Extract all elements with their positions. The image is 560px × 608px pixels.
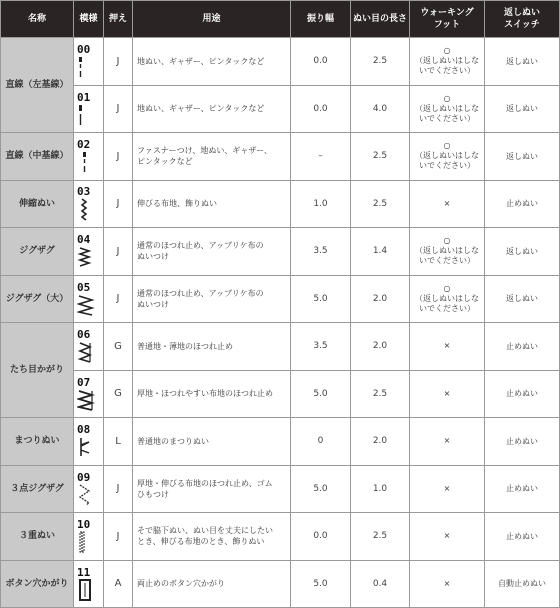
- triple-stretch-stitch-icon: [77, 531, 95, 553]
- use-cell: そで脇下ぬい、ぬい目を丈夫にしたい とき、伸びる布地のとき、飾りぬい: [133, 513, 291, 561]
- table-row: [1, 275, 560, 323]
- foot-cell: J: [104, 180, 133, 228]
- overcast-stitch-icon: [77, 341, 95, 363]
- header-use: 用途: [133, 1, 291, 38]
- header-length: ぬい目の長さ: [351, 1, 410, 38]
- reverse-cell: 返しぬい: [485, 38, 560, 86]
- width-cell: –: [291, 133, 351, 181]
- use-cell: 通常のほつれ止め、アップリケ布の ぬいつけ: [133, 228, 291, 276]
- table-row: [1, 465, 560, 513]
- foot-cell: J: [104, 275, 133, 323]
- pattern-cell: [74, 418, 104, 466]
- pattern-cell: [74, 85, 104, 133]
- reverse-cell: 止めぬい: [485, 180, 560, 228]
- pattern-code: 10: [77, 518, 91, 532]
- walking-foot-cell: ○ （返しぬいはしな いでください）: [410, 228, 485, 276]
- pattern-cell: [74, 465, 104, 513]
- group-name: 直線（中基線）: [1, 133, 74, 181]
- pattern-cell: [74, 275, 104, 323]
- header-name: 名称: [1, 1, 74, 38]
- reverse-cell: 自動止めぬい: [485, 560, 560, 608]
- header-width: 振り幅: [291, 1, 351, 38]
- pattern-cell: [74, 180, 104, 228]
- foot-cell: J: [104, 133, 133, 181]
- length-cell: 2.0: [351, 418, 410, 466]
- header-row: [1, 1, 560, 38]
- width-cell: 0.0: [291, 513, 351, 561]
- pattern-code: 03: [77, 184, 91, 198]
- length-cell: 1.0: [351, 465, 410, 513]
- use-cell: 厚地・伸びる布地のほつれ止め、ゴム ひもつけ: [133, 465, 291, 513]
- table-row: [1, 133, 560, 181]
- foot-cell: G: [104, 323, 133, 371]
- use-cell: 厚地・ほつれやすい布地のほつれ止め: [133, 370, 291, 418]
- reverse-cell: 返しぬい: [485, 133, 560, 181]
- length-cell: 2.0: [351, 323, 410, 371]
- use-cell: 普通地のまつりぬい: [133, 418, 291, 466]
- length-cell: 2.5: [351, 133, 410, 181]
- pattern-code: 08: [77, 423, 91, 437]
- pattern-cell: [74, 513, 104, 561]
- use-cell: 普通地・薄地のほつれ止め: [133, 323, 291, 371]
- group-name: 直線（左基線）: [1, 38, 74, 133]
- table-row: [1, 560, 560, 608]
- reverse-cell: 止めぬい: [485, 513, 560, 561]
- pattern-code: 01: [77, 90, 91, 104]
- foot-cell: G: [104, 370, 133, 418]
- pattern-cell: [74, 38, 104, 86]
- reverse-cell: 止めぬい: [485, 323, 560, 371]
- use-cell: 両止めのボタン穴かがり: [133, 560, 291, 608]
- width-cell: 0: [291, 418, 351, 466]
- use-cell: 通常のほつれ止め、アップリケ布の ぬいつけ: [133, 275, 291, 323]
- pattern-cell: [74, 323, 104, 371]
- use-cell: 地ぬい、ギャザー、ピンタックなど: [133, 38, 291, 86]
- header-walking-foot: ウォーキング フット: [410, 1, 485, 38]
- table-row: [1, 323, 560, 371]
- width-cell: 0.0: [291, 38, 351, 86]
- table-row: [1, 418, 560, 466]
- walking-foot-cell: ×: [410, 465, 485, 513]
- reverse-cell: 止めぬい: [485, 370, 560, 418]
- pattern-code: 05: [77, 280, 91, 294]
- header-reverse-switch: 返しぬい スイッチ: [485, 1, 560, 38]
- overcast-wide-stitch-icon: [77, 389, 95, 411]
- straight-left-stitch-icon: [77, 56, 95, 78]
- foot-cell: J: [104, 228, 133, 276]
- reverse-cell: 止めぬい: [485, 465, 560, 513]
- group-name: たち目かがり: [1, 323, 74, 418]
- foot-cell: L: [104, 418, 133, 466]
- table-row: [1, 370, 560, 418]
- pattern-code: 07: [77, 375, 91, 389]
- group-name: ３重ぬい: [1, 513, 74, 561]
- pattern-cell: [74, 560, 104, 608]
- length-cell: 4.0: [351, 85, 410, 133]
- pattern-cell: [74, 133, 104, 181]
- table-row: [1, 513, 560, 561]
- pattern-code: 09: [77, 470, 91, 484]
- use-cell: 地ぬい、ギャザー、ピンタックなど: [133, 85, 291, 133]
- width-cell: 5.0: [291, 275, 351, 323]
- width-cell: 3.5: [291, 323, 351, 371]
- stretch-stitch-icon: [77, 198, 95, 222]
- pattern-cell: [74, 370, 104, 418]
- straight-left-stitch-icon: [77, 104, 95, 126]
- pattern-code: 02: [77, 138, 91, 152]
- foot-cell: J: [104, 38, 133, 86]
- pattern-code: 00: [77, 43, 91, 57]
- walking-foot-cell: ○ （返しぬいはしな いでください）: [410, 133, 485, 181]
- reverse-cell: 返しぬい: [485, 228, 560, 276]
- buttonhole-stitch-icon: [77, 579, 95, 601]
- pattern-code: 06: [77, 328, 91, 342]
- header-foot: 押え: [104, 1, 133, 38]
- length-cell: 2.5: [351, 370, 410, 418]
- length-cell: 0.4: [351, 560, 410, 608]
- group-name: ３点ジグザグ: [1, 465, 74, 513]
- walking-foot-cell: ×: [410, 323, 485, 371]
- walking-foot-cell: ×: [410, 370, 485, 418]
- wide-zigzag-stitch-icon: [77, 294, 95, 316]
- walking-foot-cell: ○ （返しぬいはしな いでください）: [410, 275, 485, 323]
- header-pattern: 模様: [74, 1, 104, 38]
- pattern-code: 11: [77, 565, 91, 579]
- use-cell: ファスナーつけ、地ぬい、ギャザー、 ピンタックなど: [133, 133, 291, 181]
- width-cell: 1.0: [291, 180, 351, 228]
- table-row: [1, 38, 560, 86]
- table-row: [1, 180, 560, 228]
- width-cell: 3.5: [291, 228, 351, 276]
- reverse-cell: 止めぬい: [485, 418, 560, 466]
- walking-foot-cell: ×: [410, 418, 485, 466]
- table-row: [1, 228, 560, 276]
- group-name: 伸縮ぬい: [1, 180, 74, 228]
- group-name: まつりぬい: [1, 418, 74, 466]
- length-cell: 2.5: [351, 38, 410, 86]
- foot-cell: J: [104, 513, 133, 561]
- length-cell: 2.0: [351, 275, 410, 323]
- reverse-cell: 返しぬい: [485, 85, 560, 133]
- walking-foot-cell: ○ （返しぬいはしな いでください）: [410, 38, 485, 86]
- walking-foot-cell: ×: [410, 560, 485, 608]
- width-cell: 5.0: [291, 465, 351, 513]
- group-name: ジグザグ（大）: [1, 275, 74, 323]
- walking-foot-cell: ×: [410, 180, 485, 228]
- three-point-zigzag-stitch-icon: [77, 484, 95, 506]
- length-cell: 2.5: [351, 513, 410, 561]
- walking-foot-cell: ○ （返しぬいはしな いでください）: [410, 85, 485, 133]
- group-name: ジグザグ: [1, 228, 74, 276]
- zigzag-stitch-icon: [77, 246, 95, 268]
- table-row: [1, 85, 560, 133]
- foot-cell: J: [104, 465, 133, 513]
- straight-center-stitch-icon: [77, 151, 95, 173]
- group-name: ボタン穴かがり: [1, 560, 74, 608]
- pattern-code: 04: [77, 233, 91, 247]
- walking-foot-cell: ×: [410, 513, 485, 561]
- width-cell: 5.0: [291, 370, 351, 418]
- foot-cell: J: [104, 85, 133, 133]
- length-cell: 2.5: [351, 180, 410, 228]
- width-cell: 0.0: [291, 85, 351, 133]
- use-cell: 伸びる布地、飾りぬい: [133, 180, 291, 228]
- blind-hem-stitch-icon: [77, 436, 95, 458]
- pattern-cell: [74, 228, 104, 276]
- width-cell: 5.0: [291, 560, 351, 608]
- length-cell: 1.4: [351, 228, 410, 276]
- foot-cell: A: [104, 560, 133, 608]
- reverse-cell: 返しぬい: [485, 275, 560, 323]
